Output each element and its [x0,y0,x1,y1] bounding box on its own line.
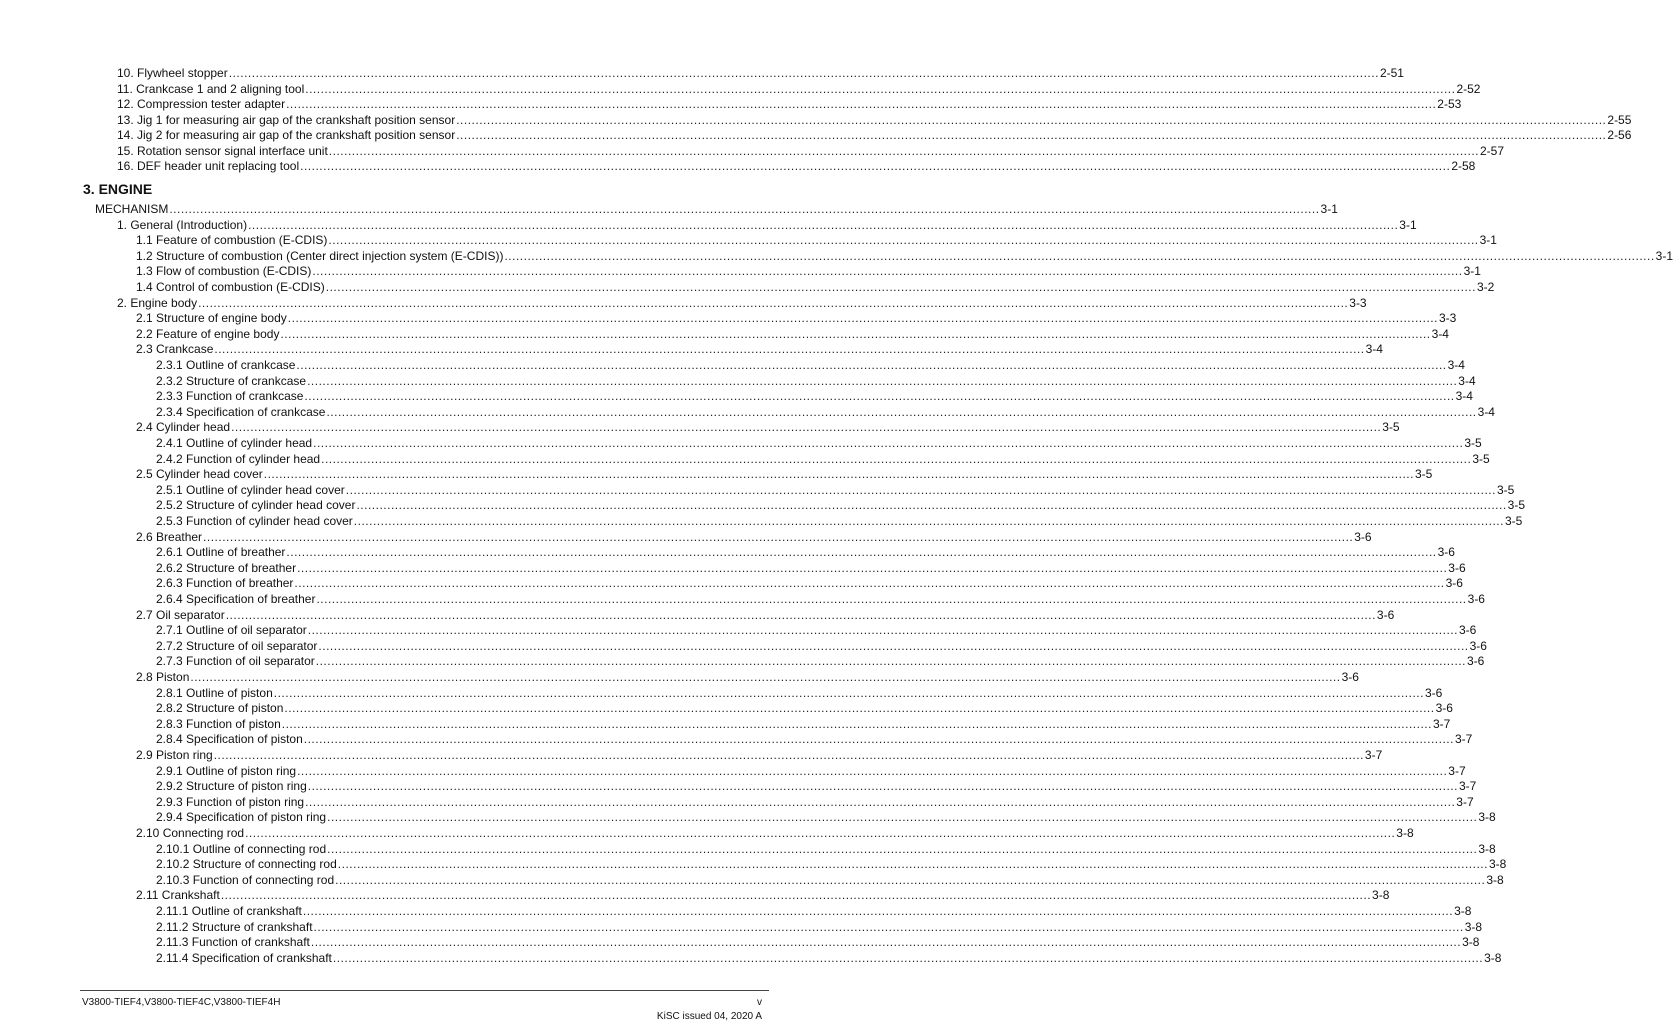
toc-entry-title: 2.8.3 Function of piston [156,716,281,731]
toc-dot-leader: ............................................................................................................................................................................................................................................................................................................ [332,950,1484,965]
toc-entry[interactable] [156,560,1466,576]
toc-dot-leader: ............................................................................................................................................................................................................................................................................................................ [286,545,1437,560]
toc-entry-title: 2.11.1 Outline of crankshaft [156,904,302,918]
toc-entry[interactable] [156,389,1473,404]
toc-entry[interactable] [136,607,1395,623]
toc-dot-leader: ............................................................................................................................................................................................................................................................................................................ [310,935,1462,950]
toc-entry-title: 2.11.2 Structure of crankshaft [156,919,313,934]
toc-entry[interactable] [156,623,1477,638]
toc-entry[interactable] [156,373,1476,389]
toc-dot-leader: ............................................................................................................................................................................................................................................................................................................ [281,716,1432,731]
toc-entry[interactable] [156,732,1473,747]
toc-dot-leader: ............................................................................................................................................................................................................................................................................................................ [307,779,1458,794]
toc-entry-page: 3-1 [1463,264,1481,279]
toc-dot-leader: ............................................................................................................................................................................................................................................................................................................ [304,389,1455,404]
toc-entry-page: 3-8 [1486,872,1504,887]
toc-dot-leader: ............................................................................................................................................................................................................................................................................................................ [263,467,1414,482]
toc-dot-leader: ............................................................................................................................................................................................................................................................................................................ [228,66,1379,80]
toc-dot-leader: ............................................................................................................................................................................................................................................................................................................ [231,420,1382,435]
toc-entry-page: 3-4 [1455,389,1473,404]
toc-entry-title: 2.6 Breather [136,529,203,544]
toc-dot-leader: ............................................................................................................................................................................................................................................................................................................ [456,112,1607,127]
toc-entry-title: 2.8.1 Outline of piston [156,685,273,700]
toc-entry[interactable] [136,311,1457,326]
toc-entry-title: 2.3 Crankcase [136,342,214,357]
toc-entry-title: 2.8 Piston [136,670,190,684]
toc-entry-page: 3-6 [1424,685,1443,700]
toc-dot-leader: ............................................................................................................................................................................................................................................................................................................ [297,560,1448,575]
toc-entry[interactable] [156,841,1496,857]
toc-entry-page: 3-4 [1458,373,1476,388]
toc-entry-page: 3-7 [1448,763,1466,778]
toc-dot-leader: ............................................................................................................................................................................................................................................................................................................ [326,404,1477,419]
toc-entry-page: 3-5 [1414,467,1433,482]
toc-dot-leader: ............................................................................................................................................................................................................................................................................................................ [300,159,1451,173]
toc-entry-title: 2.7 Oil separator [136,607,225,622]
toc-entry-page: 2-51 [1379,66,1404,80]
toc-entry-page: 3-6 [1445,576,1463,591]
toc-entry-page: 2-52 [1456,81,1481,96]
toc-entry-title: 11. Crankcase 1 and 2 aligning tool [117,81,305,96]
toc-dot-leader: ............................................................................................................................................................................................................................................................................................................ [353,514,1504,528]
toc-entry-title: 2.5.3 Function of cylinder head cover [156,514,353,528]
toc-entry-title: 2.11.3 Function of crankshaft [156,935,310,950]
toc-dot-leader: ............................................................................................................................................................................................................................................................................................................ [307,373,1458,388]
toc-dot-leader: ............................................................................................................................................................................................................................................................................................................ [335,872,1486,887]
toc-entry[interactable] [156,545,1455,560]
toc-entry-page: 3-6 [1466,654,1485,669]
toc-entry[interactable] [117,66,1404,81]
toc-entry-page: 3-8 [1396,826,1414,840]
toc-entry[interactable] [156,872,1504,888]
toc-entry-page: 3-7 [1364,748,1383,762]
toc-entry-page: 3-6 [1448,560,1466,575]
footer-issue-info: KiSC issued 04, 2020 A [656,1011,762,1022]
toc-entry-title: 2.9.4 Specification of piston ring [156,810,327,825]
toc-dot-leader: ............................................................................................................................................................................................................................................................................................................ [305,81,1456,96]
toc-entry[interactable] [156,358,1465,373]
toc-entry-page: 3-6 [1341,670,1359,684]
toc-entry-page: 3-7 [1432,716,1451,731]
toc-entry[interactable] [156,436,1482,451]
toc-entry-page: 3-5 [1504,514,1523,528]
toc-entry[interactable] [156,638,1487,654]
toc-dot-leader: ............................................................................................................................................................................................................................................................................................................ [203,529,1354,544]
toc-dot-leader: ............................................................................................................................................................................................................................................................................................................ [287,311,1438,326]
toc-entry[interactable] [95,202,1338,217]
toc-dot-leader: ............................................................................................................................................................................................................................................................................................................ [318,638,1469,653]
toc-entry-page: 3-3 [1438,311,1457,326]
toc-entry-title: 2.7.3 Function of oil separator [156,654,315,669]
toc-dot-leader: ............................................................................................................................................................................................................................................................................................................ [273,685,1424,700]
toc-entry-page: 3-6 [1354,529,1372,544]
toc-entry[interactable] [156,654,1485,669]
toc-entry[interactable] [117,112,1632,128]
toc-entry-title: 2.3.4 Specification of crankcase [156,404,326,419]
toc-entry-page: 3-4 [1365,342,1383,357]
footer-page-number: v [757,997,762,1008]
toc-entry-page: 3-5 [1464,436,1482,450]
toc-dot-leader: ............................................................................................................................................................................................................................................................................................................ [220,888,1372,903]
toc-entry[interactable] [117,295,1367,311]
toc-entry-title: 1.1 Feature of combustion (E-CDIS) [136,233,328,248]
toc-entry-title: 2.6.4 Specification of breather [156,592,316,606]
toc-entry-page: 3-5 [1382,420,1400,435]
toc-dot-leader: ............................................................................................................................................................................................................................................................................................................ [321,451,1472,466]
toc-dot-leader: ............................................................................................................................................................................................................................................................................................................ [198,295,1349,310]
toc-dot-leader: ............................................................................................................................................................................................................................................................................................................ [504,248,1655,263]
toc-entry-page: 3-5 [1472,451,1490,466]
toc-entry[interactable] [136,233,1497,248]
toc-entry[interactable] [156,451,1490,467]
toc-entry[interactable] [156,482,1515,498]
toc-dot-leader: ............................................................................................................................................................................................................................................................................................................ [313,436,1464,450]
toc-entry-page: 3-8 [1478,810,1496,825]
toc-dot-leader: ............................................................................................................................................................................................................................................................................................................ [248,217,1399,232]
toc-entry-page: 3-7 [1456,794,1474,809]
toc-entry[interactable] [117,128,1632,143]
toc-entry-title: 12. Compression tester adapter [117,97,286,111]
toc-dot-leader: ............................................................................................................................................................................................................................................................................................................ [328,233,1479,248]
toc-entry-page: 3-4 [1447,358,1465,372]
toc-entry-page: 3-6 [1435,701,1453,716]
toc-entry-title: 2.4 Cylinder head [136,420,231,435]
toc-dot-leader: ............................................................................................................................................................................................................................................................................................................ [456,128,1607,142]
toc-entry[interactable] [156,514,1523,529]
toc-entry[interactable] [156,950,1502,966]
toc-entry-title: 2.5.2 Structure of cylinder head cover [156,498,356,513]
toc-entry-page: 3-1 [1655,248,1673,263]
toc-dot-leader: ............................................................................................................................................................................................................................................................................................................ [312,264,1463,279]
toc-dot-leader: ............................................................................................................................................................................................................................................................................................................ [284,701,1435,716]
toc-entry-title: 2.7.2 Structure of oil separator [156,638,318,653]
toc-entry-page: 3-6 [1437,545,1455,560]
toc-entry-title: 2.10 Connecting rod [136,826,245,840]
toc-dot-leader: ............................................................................................................................................................................................................................................................................................................ [297,763,1448,778]
toc-dot-leader: ............................................................................................................................................................................................................................................................................................................ [313,919,1464,934]
toc-entry[interactable] [156,857,1507,872]
toc-entry-page: 3-8 [1454,904,1472,918]
toc-entry-title: 2.10.3 Function of connecting rod [156,872,335,887]
toc-entry-page: 3-8 [1464,919,1483,934]
toc-entry[interactable] [117,217,1417,233]
toc-entry-title: 10. Flywheel stopper [117,66,228,80]
toc-entry-page: 3-7 [1454,732,1473,747]
toc-entry-title: 2.4.1 Outline of cylinder head [156,436,313,450]
toc-dot-leader: ............................................................................................................................................................................................................................................................................................................ [213,748,1364,762]
toc-entry-title: 2.8.2 Structure of piston [156,701,284,716]
toc-entry[interactable] [136,529,1372,545]
toc-entry-page: 3-2 [1476,280,1495,294]
toc-entry-title: 2.7.1 Outline of oil separator [156,623,307,638]
toc-dot-leader: ............................................................................................................................................................................................................................................................................................................ [337,857,1488,872]
toc-dot-leader: ............................................................................................................................................................................................................................................................................................................ [296,358,1447,372]
toc-dot-leader: ............................................................................................................................................................................................................................................................................................................ [302,904,1454,918]
toc-entry[interactable] [136,248,1673,264]
toc-entry[interactable] [117,97,1462,112]
toc-entry-title: 2.6.1 Outline of breather [156,545,286,560]
toc-entry[interactable] [156,701,1453,716]
toc-entry-page: 3-8 [1478,841,1496,856]
toc-entry-page: 2-58 [1451,159,1476,173]
toc-entry-title: 2.5.1 Outline of cylinder head cover [156,482,345,497]
toc-entry[interactable] [136,342,1383,357]
toc-entry[interactable] [117,143,1505,159]
toc-dot-leader: ............................................................................................................................................................................................................................................................................................................ [286,97,1437,111]
toc-entry-page: 3-1 [1320,202,1338,216]
toc-entry-page: 3-8 [1462,935,1480,950]
toc-entry-title: 2.9.2 Structure of piston ring [156,779,307,794]
toc-entry[interactable] [156,592,1485,607]
toc-entry-title: 16. DEF header unit replacing tool [117,159,300,173]
toc-entry[interactable] [117,81,1481,97]
toc-entry-page: 3-1 [1399,217,1417,232]
toc-entry-page: 3-8 [1372,888,1390,903]
toc-dot-leader: ............................................................................................................................................................................................................................................................................................................ [214,342,1365,357]
footer-model-list: V3800-TIEF4,V3800-TIEF4C,V3800-TIEF4H [82,997,281,1008]
toc-entry[interactable] [136,888,1390,903]
toc-entry[interactable] [156,779,1477,794]
toc-entry[interactable] [136,326,1449,342]
toc-entry-title: 1.2 Structure of combustion (Center direct injection system (E-CDIS)) [136,248,504,263]
toc-entry-title: 2.11 Crankshaft [136,888,220,903]
toc-entry[interactable] [136,280,1495,295]
toc-dot-leader: ............................................................................................................................................................................................................................................................................................................ [245,826,1396,840]
toc-entry-page: 3-1 [1479,233,1497,248]
toc-entry-page: 3-6 [1469,638,1487,653]
toc-entry-page: 3-7 [1458,779,1477,794]
toc-dot-leader: ............................................................................................................................................................................................................................................................................................................ [316,592,1467,606]
toc-dot-leader: ............................................................................................................................................................................................................................................................................................................ [327,841,1478,856]
toc-dot-leader: ............................................................................................................................................................................................................................................................................................................ [169,202,1320,216]
toc-entry[interactable] [136,826,1414,841]
toc-dot-leader: ............................................................................................................................................................................................................................................................................................................ [328,143,1479,158]
toc-entry-title: 2.11.4 Specification of crankshaft [156,950,332,965]
toc-dot-leader: ............................................................................................................................................................................................................................................................................................................ [225,607,1376,622]
toc-entry-title: 2.6.3 Function of breather [156,576,294,591]
toc-entry[interactable] [156,498,1525,513]
toc-entry[interactable] [156,685,1443,701]
toc-entry-title: 2.1 Structure of engine body [136,311,287,326]
toc-entry-title: 2.9 Piston ring [136,748,213,762]
toc-dot-leader: ............................................................................................................................................................................................................................................................................................................ [315,654,1466,669]
toc-entry-page: 2-55 [1607,112,1632,127]
toc-entry[interactable] [156,919,1483,935]
toc-entry[interactable] [156,935,1480,950]
toc-entry[interactable] [156,904,1472,919]
toc-entry-title: 2.9.3 Function of piston ring [156,794,305,809]
toc-entry[interactable] [156,810,1496,825]
toc-dot-leader: ............................................................................................................................................................................................................................................................................................................ [327,810,1478,825]
toc-dot-leader: ............................................................................................................................................................................................................................................................................................................ [356,498,1507,513]
toc-dot-leader: ............................................................................................................................................................................................................................................................................................................ [345,482,1496,497]
toc-entry-title: 2.9.1 Outline of piston ring [156,763,297,778]
toc-entry[interactable] [156,794,1474,810]
toc-entry-page: 3-5 [1507,498,1525,513]
toc-entry[interactable] [117,159,1476,174]
toc-entry-page: 2-57 [1480,143,1505,158]
toc-entry-title: 2.3.3 Function of crankcase [156,389,304,404]
footer-divider [80,990,769,991]
toc-entry[interactable] [136,748,1383,763]
toc-entry[interactable] [156,716,1451,732]
toc-entry-page: 3-6 [1458,623,1477,638]
toc-entry-title: 2.2 Feature of engine body [136,326,280,341]
toc-entry[interactable] [136,420,1400,435]
toc-entry-title: 2.5 Cylinder head cover [136,467,263,482]
toc-entry-title: 1.3 Flow of combustion (E-CDIS) [136,264,312,279]
toc-dot-leader: ............................................................................................................................................................................................................................................................................................................ [303,732,1454,747]
toc-entry-title: 2. Engine body [117,295,198,310]
toc-entry-page: 3-5 [1496,482,1515,497]
toc-entry-title: 14. Jig 2 for measuring air gap of the crankshaft position sensor [117,128,456,142]
toc-dot-leader: ............................................................................................................................................................................................................................................................................................................ [305,794,1456,809]
toc-entry[interactable] [156,763,1466,779]
toc-entry[interactable] [156,404,1495,420]
toc-entry-page: 2-56 [1607,128,1632,142]
toc-entry-page: 2-53 [1437,97,1462,111]
toc-entry-page: 3-4 [1477,404,1495,419]
toc-dot-leader: ............................................................................................................................................................................................................................................................................................................ [325,280,1476,294]
toc-dot-leader: ............................................................................................................................................................................................................................................................................................................ [307,623,1458,638]
toc-entry-title: 2.8.4 Specification of piston [156,732,303,747]
toc-entry-title: 2.10.1 Outline of connecting rod [156,841,327,856]
toc-entry-title: 1.4 Control of combustion (E-CDIS) [136,280,325,294]
toc-entry[interactable] [156,576,1463,591]
toc-entry-page: 3-6 [1467,592,1485,606]
toc-entry-title: 2.4.2 Function of cylinder head [156,451,321,466]
toc-entry-title: 2.3.1 Outline of crankcase [156,358,296,372]
toc-dot-leader: ............................................................................................................................................................................................................................................................................................................ [280,326,1431,341]
toc-entry-title: 2.3.2 Structure of crankcase [156,373,307,388]
toc-dot-leader: ............................................................................................................................................................................................................................................................................................................ [190,670,1341,684]
toc-entry[interactable] [136,467,1433,482]
toc-entry-title: MECHANISM [95,202,169,216]
toc-entry[interactable] [136,670,1359,685]
toc-entry-title: 13. Jig 1 for measuring air gap of the crankshaft position sensor [117,112,456,127]
toc-entry-page: 3-3 [1349,295,1367,310]
toc-dot-leader: ............................................................................................................................................................................................................................................................................................................ [294,576,1445,591]
toc-entry-page: 3-6 [1376,607,1395,622]
toc-entry-title: 15. Rotation sensor signal interface unit [117,143,328,158]
toc-entry[interactable] [136,264,1481,279]
toc-entry-page: 3-8 [1484,950,1502,965]
toc-entry-page: 3-4 [1431,326,1449,341]
toc-entry-title: 1. General (Introduction) [117,217,248,232]
toc-entry-title: 2.6.2 Structure of breather [156,560,297,575]
section-heading: 3. ENGINE [83,181,153,197]
toc-entry-page: 3-8 [1488,857,1507,872]
toc-entry-title: 2.10.2 Structure of connecting rod [156,857,337,872]
